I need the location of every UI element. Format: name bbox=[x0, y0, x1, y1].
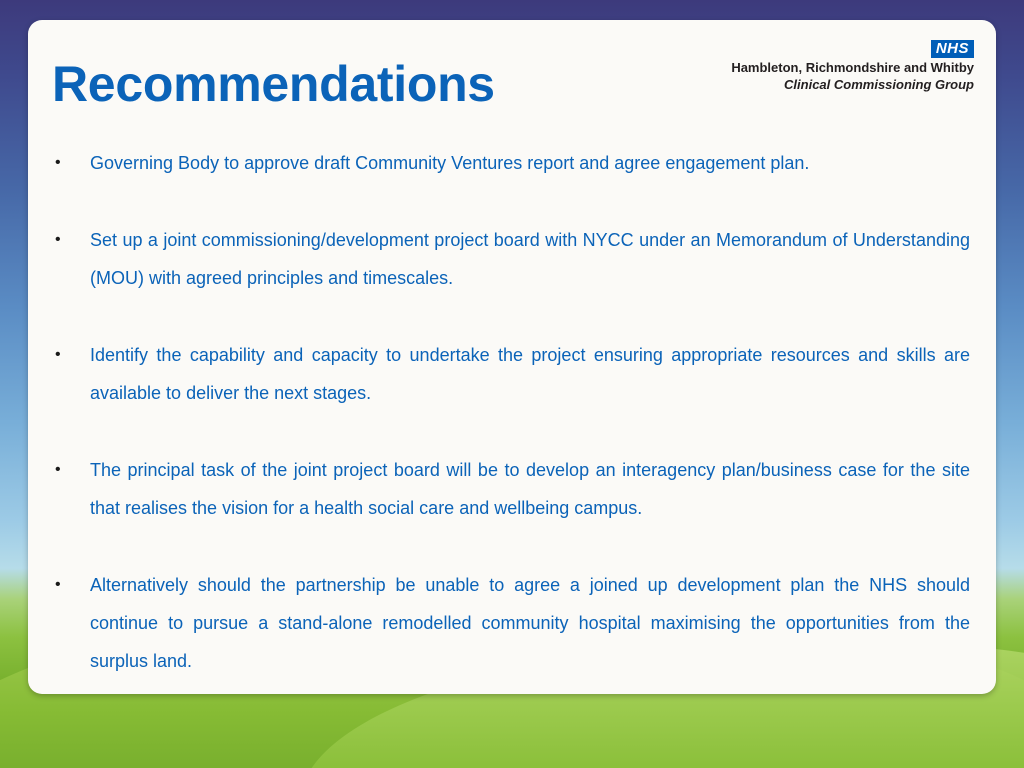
bullet-icon: • bbox=[55, 231, 61, 248]
list-item bbox=[50, 566, 970, 680]
bullet-text: Alternatively should the partnership be unable to agree a joined up development plan the NHS should continue to pursue a stand-alone remodelled community hospital maximising the opportunities from the surplus land. bbox=[90, 575, 970, 671]
nhs-badge: NHS bbox=[931, 40, 974, 58]
org-name-line2: Clinical Commissioning Group bbox=[784, 77, 974, 92]
bullet-text: Identify the capability and capacity to undertake the project ensuring appropriate resources and skills are available to deliver the next stages. bbox=[90, 345, 970, 403]
list-item bbox=[50, 221, 970, 297]
list-item bbox=[50, 451, 970, 527]
org-name-line1: Hambleton, Richmondshire and Whitby bbox=[731, 60, 974, 75]
bullet-text: Set up a joint commissioning/development project board with NYCC under an Memorandum of Understanding (MOU) with agreed principles and timescales. bbox=[90, 230, 970, 288]
recommendations-list bbox=[50, 144, 970, 680]
list-item bbox=[50, 144, 970, 182]
bullet-icon: • bbox=[55, 461, 61, 478]
list-item bbox=[50, 336, 970, 412]
bullet-icon: • bbox=[55, 576, 61, 593]
nhs-logo bbox=[674, 40, 974, 96]
bullet-text: Governing Body to approve draft Community Ventures report and agree engagement plan. bbox=[90, 153, 810, 173]
bullet-text: The principal task of the joint project board will be to develop an interagency plan/business case for the site that realises the vision for a health social care and wellbeing campus. bbox=[90, 460, 970, 518]
slide-title: Recommendations bbox=[52, 56, 495, 112]
bullet-icon: • bbox=[55, 346, 61, 363]
bullet-icon: • bbox=[55, 154, 61, 171]
slide-card bbox=[28, 20, 996, 694]
